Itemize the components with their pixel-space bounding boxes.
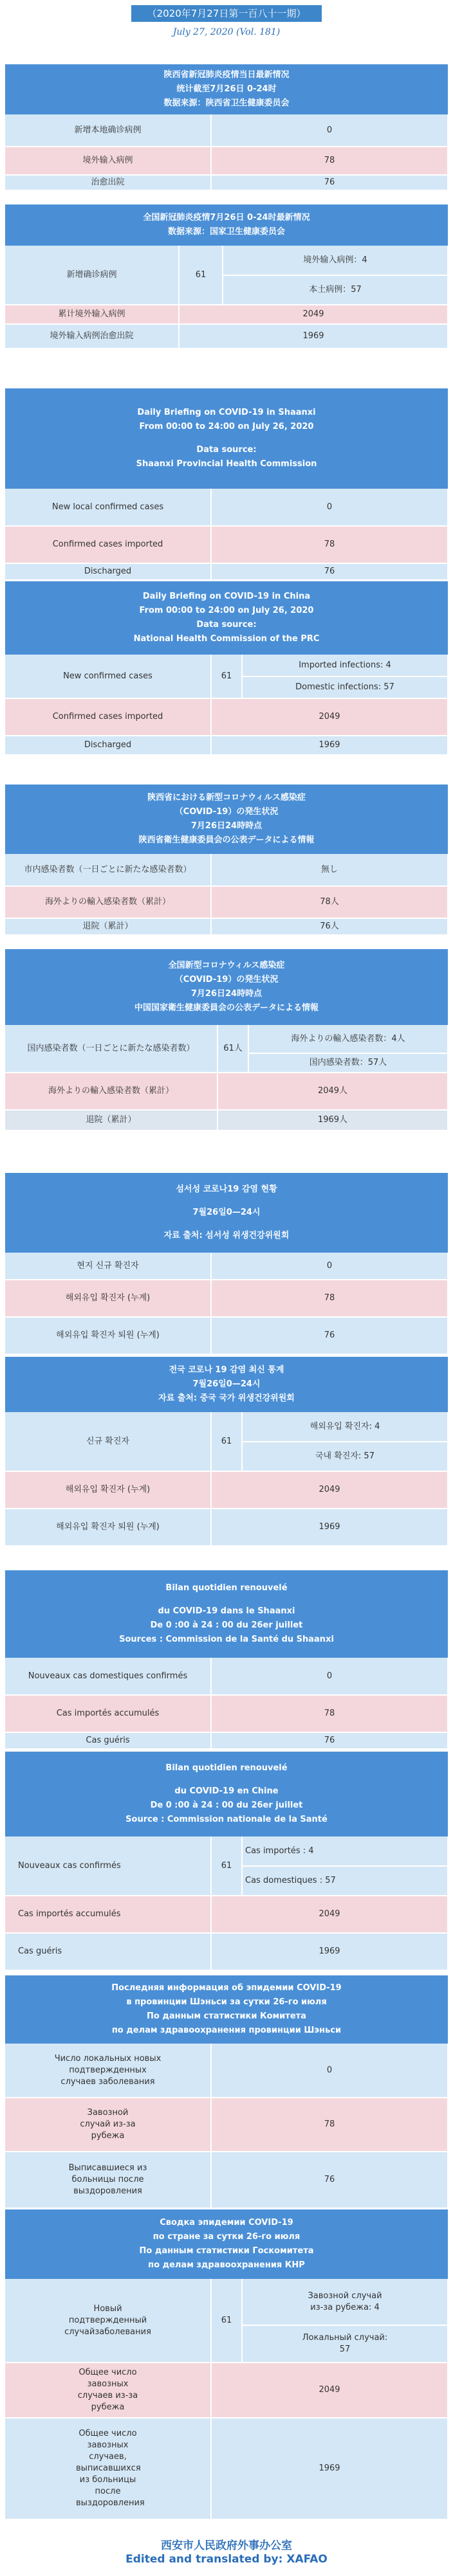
cn-china-section [5,204,448,349]
table-row [5,1933,448,1970]
header-line: 7月26日24時時点 [190,989,263,999]
row-value: 61 [211,2279,242,2363]
row-label: 治愈出院 [5,175,211,190]
table-row [5,1317,448,1354]
row-label: 境外输入病例 [5,147,211,175]
row-value: 61 [211,655,242,698]
header-line: По данным статистики Госкомитета [139,2246,314,2256]
row-label: 해외유입 확진자 (누계) [5,1280,211,1317]
table-row [5,2044,448,2098]
row-label: 해외유입 확진자 (누계) [5,1471,211,1509]
row-value: 78 [211,1695,448,1732]
header-line: 자료 출처: 중국 국가 위생건강위원회 [158,1393,295,1403]
row-label: Discharged [5,563,211,580]
table-row [5,2418,448,2519]
row-label: Cas importés accumulés [5,1695,211,1732]
header-line: National Health Commission of the PRC [133,634,320,644]
table-row [5,854,448,886]
table-row [5,2098,448,2152]
row-label: Выписавшиеся из больницы после выздоровления [5,2152,211,2208]
row-label: Discharged [5,736,211,755]
jp-shaanxi-table [5,854,448,936]
en-shaanxi-header [5,388,448,489]
ru-shaanxi-header [5,1975,448,2044]
sub-cell: 해외유입 확진자: 4 [242,1412,448,1442]
cn-china-table [5,246,448,349]
header-line: Bilan quotidien renouvelé [165,1763,288,1773]
row-label: Nouveaux cas confirmés [5,1837,211,1896]
ru-china-section [5,2209,448,2520]
row-value: 61 [211,1837,242,1896]
row-label: 해외유입 확진자 퇴원 (누계) [5,1509,211,1546]
row-label: 新增本地确诊病例 [5,114,211,147]
row-label: 海外よりの輸入感染者数（累計） [5,886,211,918]
en-shaanxi-section [5,388,448,581]
row-value: 61 [211,1412,242,1471]
fr-china-section [5,1752,448,1971]
en-china-section [5,581,448,756]
table-row [5,1025,448,1053]
table-row [5,698,448,736]
sub-cell: Cas importés : 4 [242,1837,448,1866]
row-value: 78 [211,2098,448,2152]
header-line: 数据来源：国家卫生健康委员会 [167,227,285,237]
cn-shaanxi-table [5,114,448,191]
row-value: 0 [211,489,448,526]
table-row [5,114,448,147]
row-label: 현지 신규 확진자 [5,1253,211,1280]
row-value: 1969 [211,1509,448,1546]
row-label: 해외유입 확진자 퇴원 (누계) [5,1317,211,1354]
row-value: 76 [211,563,448,580]
row-value: 78 [211,526,448,563]
ru-china-table [5,2279,448,2520]
cn-shaanxi-header [5,64,448,114]
row-value: 1969 [179,324,448,349]
table-row [5,489,448,526]
header-line: From 00:00 to 24:00 on July 26, 2020 [139,422,314,431]
header-line: （COVID-19）の発生状況 [174,975,279,984]
row-label: Cas guéris [5,1732,211,1749]
row-value: 61人 [217,1025,248,1073]
table-row [5,1509,448,1546]
jp-china-section [5,949,448,1131]
table-row [5,1412,448,1442]
row-value: 2049 [211,1471,448,1509]
header-line: De 0 :00 à 24 : 00 du 26er juillet [150,1620,303,1630]
header-line: в провинции Шэньси за сутки 26-го июля [126,1997,327,2007]
row-label: 退院（累計） [5,918,211,935]
en-shaanxi-table [5,489,448,581]
header-line: Source : Commission nationale de la Santé [125,1815,328,1824]
row-label: 海外よりの輸入感染者数（累計） [5,1073,217,1110]
row-value: 1969 [211,1933,448,1970]
row-label: Cas importés accumulés [5,1896,211,1933]
jp-china-header [5,949,448,1025]
row-value: 76 [211,1317,448,1354]
table-row [5,305,448,324]
table-row [5,2363,448,2418]
header-line: Bilan quotidien renouvelé [165,1583,288,1593]
row-value: 1969 [211,2418,448,2519]
table-row [5,918,448,935]
en-china-table [5,655,448,756]
header-line: 统计截至7月26日 0-24时 [176,84,277,94]
header-line: 陝西省における新型コロナウィルス感染症 [147,793,306,803]
table-row [5,526,448,563]
row-label: 累计境外输入病例 [5,305,179,324]
sub-cell: 海外よりの輸入感染者数：4人 [248,1025,448,1053]
fr-shaanxi-table [5,1658,448,1750]
table-row [5,1658,448,1695]
row-label: 新增确诊病例 [5,246,179,305]
en-china-header [5,581,448,655]
row-label: 国内感染者数（一日ごとに新たな感染者数） [5,1025,217,1073]
header-line: Последняя информация об эпидемии COVID-19 [111,1983,342,1993]
table-row [5,736,448,755]
kr-china-table [5,1412,448,1547]
row-value: 1969 [211,736,448,755]
row-label: 신규 확진자 [5,1412,211,1471]
header-line: Sources : Commission de la Santé du Shaanxi [119,1635,334,1644]
row-value: 78人 [211,886,448,918]
header-line: （COVID-19）の発生状況 [174,807,279,817]
header-line: Data source: [196,445,257,455]
issue-title: （2020年7月27日第一百八十一期） [131,5,322,22]
row-label: New local confirmed cases [5,489,211,526]
row-value: 61 [179,246,223,305]
header-line: Daily Briefing on COVID-19 in China [142,592,311,601]
row-label: Confirmed cases imported [5,526,211,563]
ru-shaanxi-table [5,2044,448,2209]
table-row [5,1110,448,1130]
fr-shaanxi-header [5,1570,448,1658]
table-row [5,1695,448,1732]
row-value: 2049 [179,305,448,324]
header-line: De 0 :00 à 24 : 00 du 26er juillet [150,1800,303,1810]
kr-shaanxi-table [5,1253,448,1355]
table-row [5,1471,448,1509]
header-line: по делам здравоохранения КНР [148,2260,305,2270]
sub-cell: Локальный случай: 57 [242,2325,448,2363]
header-line: 全国新冠肺炎疫情7月26日 0-24时最新情况 [143,213,310,222]
header-line: 7月26日24時時点 [190,821,263,831]
table-row [5,175,448,190]
kr-china-header [5,1357,448,1412]
fr-china-table [5,1837,448,1971]
table-row [5,2279,448,2325]
header-line: 陕西省新冠肺炎疫情当日最新情况 [163,70,290,80]
table-row [5,1253,448,1280]
header-line: Data source: [196,620,257,630]
row-label: Общее число завозных случаев, выписавшихся из больницы после выздоровления [5,2418,211,2519]
sub-cell: 境外输入病例：4 [223,246,448,275]
header-line: по стране за сутки 26-го июля [153,2232,300,2242]
footer-office: 西安市人民政府外事办公室 [161,2539,292,2552]
row-label: New confirmed cases [5,655,211,698]
fr-shaanxi-section [5,1570,448,1750]
row-value: 2049人 [217,1073,448,1110]
jp-shaanxi-section [5,785,448,936]
jp-shaanxi-header [5,785,448,854]
header-line: 中国国家衛生健康委員会の公表データによる情報 [134,1003,319,1013]
row-value: 0 [211,114,448,147]
header-line: 陝西省衛生健康委員会の公表データによる情報 [138,835,315,845]
table-row [5,563,448,580]
row-value: 76 [211,2152,448,2208]
header-line: 전국 코로나 19 감염 최신 통계 [169,1365,284,1375]
row-label: Общее число завозных случаев из-за рубежа [5,2363,211,2418]
header-line: 数据来源：陕西省卫生健康委员会 [163,98,290,108]
table-row [5,147,448,175]
row-value: 78 [211,1280,448,1317]
header-line: Daily Briefing on COVID-19 in Shaanxi [137,408,316,417]
row-label: Cas guéris [5,1933,211,1970]
sub-cell: Imported infections: 4 [242,655,448,676]
sub-cell: Завозной случай из-за рубежа: 4 [242,2279,448,2325]
header-line: 7월26일0—24시 [192,1208,261,1217]
table-row [5,2152,448,2208]
kr-shaanxi-header [5,1173,448,1253]
table-row [5,324,448,349]
row-value: 76 [211,175,448,190]
row-label: Завозной случай из-за рубежа [5,2098,211,2152]
sub-cell: 국내 확진자: 57 [242,1442,448,1471]
row-value: 無し [211,854,448,886]
row-value: 0 [211,1253,448,1280]
header-line: по делам здравоохранения провинции Шэньси [111,2026,342,2035]
row-label: 市内感染者数（一日ごとに新たな感染者数） [5,854,211,886]
sub-cell: Cas domestiques : 57 [242,1866,448,1896]
issue-subtitle: July 27, 2020 (Vol. 181) [172,27,281,37]
header-line: 7월26일0—24시 [192,1379,261,1389]
cn-china-header [5,204,448,246]
sub-cell: Domestic infections: 57 [242,676,448,698]
row-value: 76人 [211,918,448,935]
row-value: 2049 [211,698,448,736]
footer-credit: Edited and translated by: XAFAO [125,2553,328,2566]
table-row [5,886,448,918]
row-value: 2049 [211,2363,448,2418]
row-label: Число локальных новых подтвержденных случаев заболевания [5,2044,211,2098]
row-label: Nouveaux cas domestiques confirmés [5,1658,211,1695]
row-label: 境外输入病例治愈出院 [5,324,179,349]
cn-shaanxi-section [5,64,448,191]
row-value: 0 [211,2044,448,2098]
header-line: Сводка эпидемии COVID-19 [160,2218,293,2227]
fr-china-header [5,1752,448,1837]
sub-cell: 本土病例：57 [223,275,448,305]
kr-shaanxi-section [5,1173,448,1355]
row-value: 1969人 [217,1110,448,1130]
row-value: 0 [211,1658,448,1695]
row-label: Новый подтвержденный случайзаболевания [5,2279,211,2363]
row-value: 78 [211,147,448,175]
header-line: du COVID-19 en Chine [174,1786,279,1796]
jp-china-table [5,1025,448,1131]
row-value: 2049 [211,1896,448,1933]
header-line: 섬서성 코로나19 감염 현황 [176,1184,277,1194]
row-label: 退院（累計） [5,1110,217,1130]
table-row [5,1732,448,1749]
header-line: From 00:00 to 24:00 on July 26, 2020 [139,606,314,615]
table-row [5,1896,448,1933]
header-line: 全国新型コロナウィルス感染症 [168,961,285,970]
header-line: Shaanxi Provincial Health Commission [136,459,317,469]
sub-cell: 国内感染者数：57人 [248,1053,448,1073]
row-label: Confirmed cases imported [5,698,211,736]
header-line: 자료 출처: 섬서성 위생건강위원회 [163,1231,290,1240]
table-row [5,1837,448,1866]
ru-shaanxi-section [5,1975,448,2209]
table-row [5,1073,448,1110]
header-line: По данным статистики Комитета [147,2011,306,2021]
table-row [5,655,448,676]
table-row [5,1280,448,1317]
ru-china-header [5,2209,448,2279]
table-row [5,246,448,275]
kr-china-section [5,1357,448,1547]
row-value: 76 [211,1732,448,1749]
header-line: du COVID-19 dans le Shaanxi [158,1606,295,1616]
